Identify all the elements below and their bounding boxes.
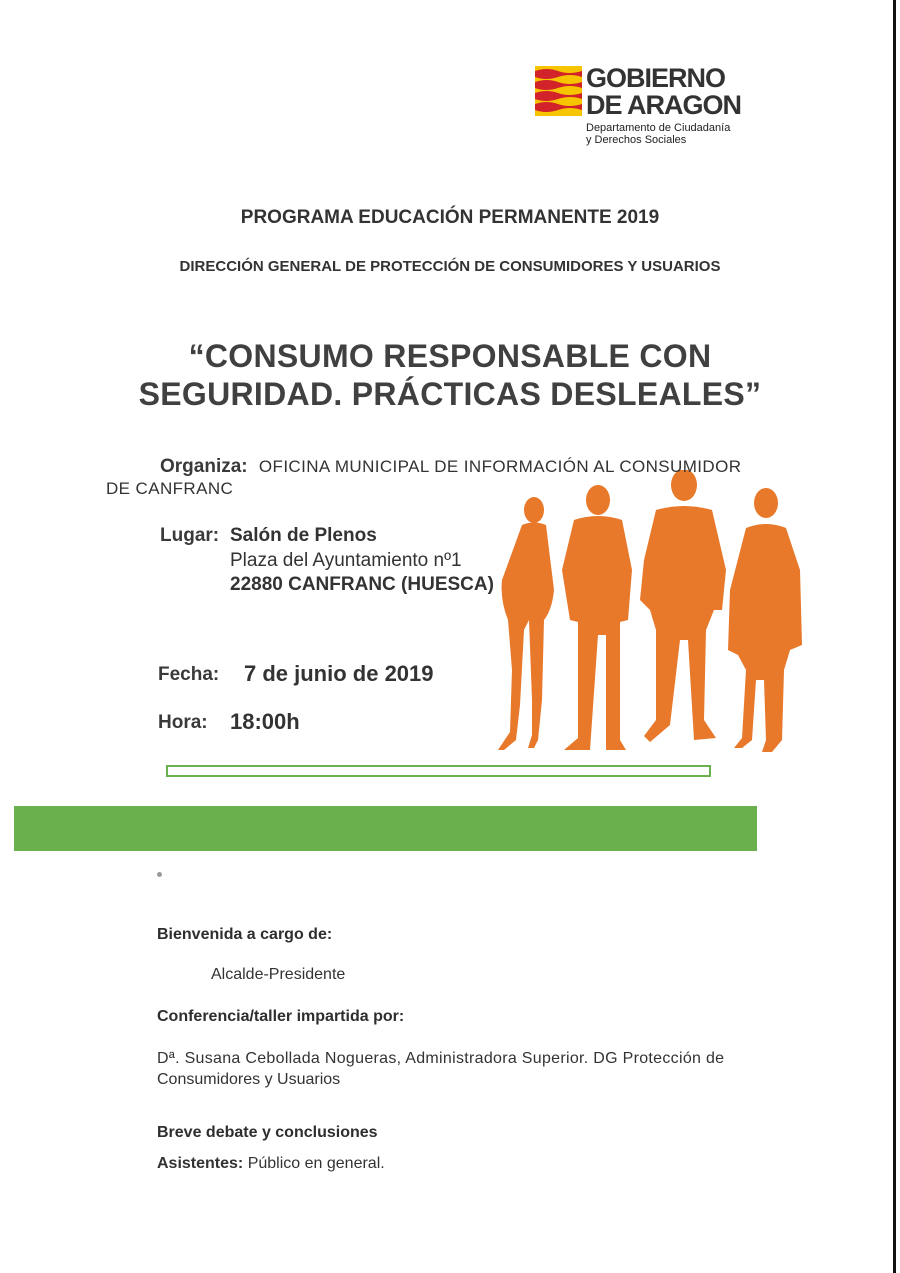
welcome-label: Bienvenida a cargo de:	[157, 926, 333, 943]
event-title-line2: SEGURIDAD. PRÁCTICAS DESLEALES”	[138, 376, 762, 412]
organiza-row	[160, 456, 741, 478]
speaker-line2: Consumidores y Usuarios	[157, 1071, 341, 1088]
logo-department-line1: Departamento de Ciudadanía	[586, 122, 731, 134]
attendees-value: Público en general.	[247, 1155, 385, 1172]
fecha-label: Fecha:	[158, 664, 220, 685]
aragon-flag-logo	[535, 66, 582, 116]
people-silhouettes-illustration	[494, 470, 804, 755]
organiza-label: Organiza:	[160, 456, 248, 477]
lugar-address: Plaza del Ayuntamiento nº1	[230, 550, 462, 571]
scan-speck	[157, 872, 162, 877]
attendees-label: Asistentes:	[157, 1155, 244, 1172]
direction-heading: DIRECCIÓN GENERAL DE PROTECCIÓN DE CONSUMIDORES Y USUARIOS	[179, 258, 721, 275]
lugar-venue: Salón de Plenos	[230, 525, 377, 546]
lugar-label: Lugar:	[160, 525, 220, 546]
hora-label: Hora:	[158, 712, 208, 733]
organiza-value: OFICINA MUNICIPAL DE INFORMACIÓN AL CONSUMIDOR	[258, 457, 742, 476]
logo-department-line2: y Derechos Sociales	[586, 134, 687, 146]
conference-label: Conferencia/taller impartida por:	[157, 1008, 405, 1025]
logo-title-line2: DE ARAGON	[586, 90, 742, 120]
welcome-value: Alcalde-Presidente	[211, 966, 346, 983]
hora-value: 18:00h	[230, 709, 300, 734]
attendees-row	[157, 1155, 385, 1173]
event-title-line1: “CONSUMO RESPONSABLE CON	[188, 338, 712, 374]
speaker-line1: Dª. Susana Cebollada Nogueras, Administradora Superior. DG Protección de	[157, 1050, 725, 1067]
lugar-city: 22880 CANFRANC (HUESCA)	[230, 574, 494, 595]
logo-title-line1: GOBIERNO	[586, 63, 726, 93]
program-heading: PROGRAMA EDUCACIÓN PERMANENTE 2019	[240, 207, 660, 228]
fecha-value: 7 de junio de 2019	[244, 661, 434, 686]
organiza-value-line2: DE CANFRANC	[106, 479, 234, 498]
green-banner-bar	[14, 806, 757, 851]
scan-edge-line	[893, 0, 896, 1273]
debate-heading: Breve debate y conclusiones	[157, 1124, 378, 1141]
green-outline-divider	[166, 765, 711, 777]
